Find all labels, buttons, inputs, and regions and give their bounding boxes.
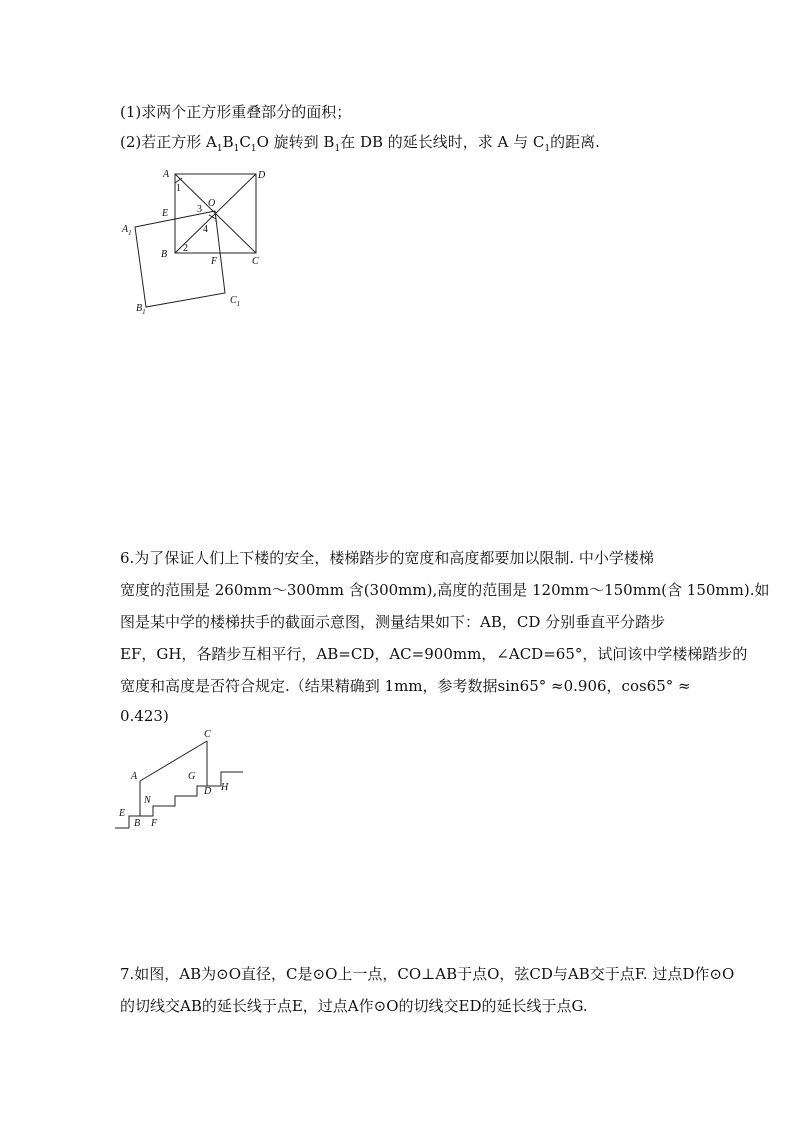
problem6-line1: 6.为了保证人们上下楼的安全，楼梯踏步的宽度和高度都要加以限制. 中小学楼梯: [120, 549, 654, 567]
problem6-line5: 宽度和高度是否符合规定.（结果精确到 1mm，参考数据sin65° ≈0.906，cos65° ≈: [120, 677, 691, 695]
angle-label-4: 4: [203, 224, 208, 235]
label-d: D: [258, 170, 266, 181]
label-e: E: [162, 208, 169, 219]
angle-label-3: 3: [197, 204, 202, 215]
problem7-line1: 7.如图，AB为⊙O直径，C是⊙O上一点，CO⊥AB于点O，弦CD与AB交于点F. 过点D作⊙O: [120, 965, 735, 983]
staircase-figure: [115, 724, 250, 834]
label-h: H: [221, 782, 229, 793]
label-e: E: [119, 808, 126, 819]
label-b1: $B_1$: [136, 303, 146, 316]
label-b: B: [134, 818, 141, 829]
label-a: A: [131, 771, 138, 782]
problem6-line3: 图是某中学的楼梯扶手的截面示意图，测量结果如下：AB，CD 分别垂直平分踏步: [120, 613, 666, 631]
label-c: C: [252, 256, 259, 267]
problem5-part2: (2)若正方形 $A_1B_1C_1O$ 旋转到 $B_1$在 DB 的延长线时，求 A 与 $C_1$的距离.: [120, 133, 600, 154]
problem6-line6: 0.423): [120, 707, 169, 725]
label-a1: $A_1$: [122, 224, 132, 237]
angle-label-1: 1: [176, 183, 181, 194]
angle-label-2: 2: [183, 243, 188, 254]
label-o: O: [208, 198, 216, 209]
label-c: C: [204, 729, 211, 740]
problem5-part1: (1)求两个正方形重叠部分的面积；: [120, 103, 352, 121]
handrail-ac: [140, 741, 207, 781]
problem6-line4: EF，GH，各踏步互相平行，AB=CD，AC=900mm，∠ACD=65°，试问该中学楼梯踏步的: [120, 645, 748, 663]
label-g: G: [188, 771, 196, 782]
label-f: F: [151, 818, 158, 829]
label-f: F: [211, 256, 218, 267]
square-overlap-figure: [115, 165, 275, 320]
label-a: A: [163, 169, 170, 180]
label-d: D: [204, 786, 212, 797]
label-b: B: [161, 249, 168, 260]
problem6-line2: 宽度的范围是 260mm～300mm 含(300mm),高度的范围是 120mm～150mm(含 150mm).如: [120, 581, 770, 599]
problem7-line2: 的切线交AB的延长线于点E，过点A作⊙O的切线交ED的延长线于点G.: [120, 997, 588, 1015]
label-c1: $C_1$: [230, 295, 241, 308]
label-n: N: [144, 795, 151, 806]
